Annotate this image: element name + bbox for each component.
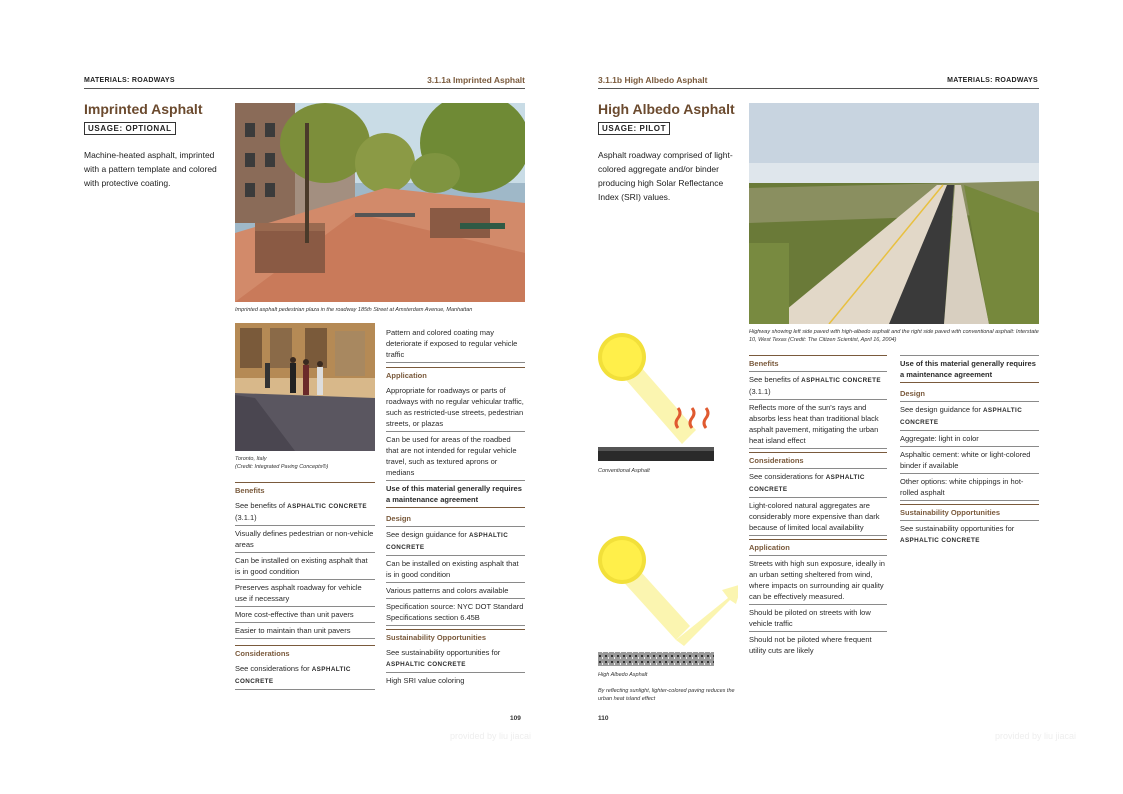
street-photo-caption-location: Toronto, Italy [235,456,267,462]
left-column-2 [386,325,525,688]
cross-reference-link[interactable]: ASPHALTIC CONCRETE [749,474,865,493]
maintenance-note: Use of this material generally requires a maintenance agreement [386,481,525,508]
benefits-heading: Benefits [749,355,887,369]
albedo-diagram [598,330,738,710]
cross-reference-link[interactable]: ASPHALTIC CONCRETE [900,537,980,544]
consideration-item: Light-colored natural aggregates are considerably more expensive than dark because of limited local availability [749,498,887,536]
conventional-asphalt-label: Conventional Asphalt [598,468,650,474]
street-photo-caption-credit: (Credit: Integrated Paving Concepts®) [235,464,329,470]
application-heading: Application [749,539,887,553]
section-number-header: 3.1.1b High Albedo Asphalt [598,75,708,85]
benefit-item: Reflects more of the sun's rays and absorbs less heat than traditional black asphalt pavement, mitigating the urban heat island effect [749,400,887,449]
benefit-item: See benefits of ASPHALTIC CONCRETE (3.1.1) [235,498,375,526]
design-item: Can be installed on existing asphalt that is in good condition [386,556,525,583]
maintenance-note: Use of this material generally requires a maintenance agreement [900,355,1039,383]
application-item: Can be used for areas of the roadbed that are not intended for regular vehicle travel, such as textured aprons or medians [386,432,525,481]
consideration-item: Pattern and colored coating may deteriorate if exposed to regular vehicle traffic [386,325,525,363]
intro-text: Asphalt roadway comprised of light-colored aggregate and/or binder producing high Solar Reflectance Index (SRI) values. [598,150,733,202]
header-rule [84,88,525,89]
design-item: Various patterns and colors available [386,583,525,599]
application-item: Should not be piloted where frequent utility cuts are likely [749,635,872,655]
sustainability-heading: Sustainability Opportunities [900,504,1039,518]
street-photo [235,323,375,451]
design-item: See design guidance for ASPHALTIC CONCRETE [386,526,525,556]
considerations-heading: Considerations [235,645,375,659]
street-photo-caption [235,455,375,471]
benefit-item: More cost-effective than unit pavers [235,607,375,623]
cross-reference-link[interactable]: ASPHALTIC CONCRETE [386,661,466,668]
usage-badge: USAGE: PILOT [598,122,670,135]
page-number-right: 110 [598,715,609,722]
high-albedo-asphalt-label: High Albedo Asphalt [598,672,648,678]
design-item: See design guidance for ASPHALTIC CONCRETE [900,401,1039,431]
running-header-left: MATERIALS: ROADWAYS [84,77,175,84]
intro-text: Machine-heated asphalt, imprinted with a pattern template and colored with protective coating. [84,150,217,188]
highway-photo [749,103,1039,324]
page-number-left: 109 [510,715,521,722]
cross-reference-link[interactable]: ASPHALTIC CONCRETE [235,666,351,685]
consideration-item: See considerations for ASPHALTIC CONCRETE [235,661,375,690]
header-rule [598,88,1039,89]
considerations-heading: Considerations [749,452,887,466]
sustainability-item: See sustainability opportunities for ASPHALTIC CONCRETE [386,645,525,673]
application-item: Streets with high sun exposure, ideally in an urban setting sheltered from wind, where impacts on surrounding air quality can be effectively measured. [749,555,887,605]
running-header-right: MATERIALS: ROADWAYS [947,77,1038,84]
sustainability-heading: Sustainability Opportunities [386,629,525,643]
diagram-caption: By reflecting sunlight, lighter-colored paving reduces the urban heat island effect [598,688,735,702]
plaza-photo-caption: Imprinted asphalt pedestrian plaza in the roadway 185th Street at Amsterdam Avenue, Manhattan [235,307,473,313]
application-item: Appropriate for roadways or parts of roadways with no regular vehicular traffic, such as restricted-use streets, pedestrian streets, or plazas [386,383,525,432]
cross-reference-link[interactable]: ASPHALTIC CONCRETE [900,407,1023,426]
sustainability-item: High SRI value coloring [386,676,465,685]
application-heading: Application [386,367,525,381]
left-column-1 [235,480,375,690]
page-title: High Albedo Asphalt [598,101,735,117]
right-column-2 [900,355,1039,548]
highway-photo-caption: Highway showing left side paved with high-albedo asphalt and the right side paved with conventional asphalt: Interstate 10, West Texas (Credit: The Citizen Scientist, April 16, 2004) [749,329,1039,343]
usage-badge: USAGE: OPTIONAL [84,122,176,135]
watermark-right: provided by liu jiacai [995,731,1077,741]
cross-reference-link[interactable]: ASPHALTIC CONCRETE [287,503,367,510]
plaza-photo [235,103,525,302]
sustainability-item: See sustainability opportunities for ASPHALTIC CONCRETE [900,520,1039,548]
design-heading: Design [386,514,412,523]
benefit-item: Can be installed on existing asphalt that is in good condition [235,553,375,580]
cross-reference-link[interactable]: ASPHALTIC CONCRETE [801,377,881,384]
application-item: Should be piloted on streets with low vehicle traffic [749,605,887,632]
design-heading: Design [900,389,926,398]
watermark-left: provided by liu jiacai [450,731,532,741]
benefits-heading: Benefits [235,482,375,496]
page-title: Imprinted Asphalt [84,101,203,117]
cross-reference-link[interactable]: ASPHALTIC CONCRETE [386,532,509,551]
design-item: Other options: white chippings in hot-rolled asphalt [900,474,1039,501]
design-item: Asphaltic cement: white or light-colored binder if available [900,447,1039,474]
consideration-item: See considerations for ASPHALTIC CONCRETE [749,468,887,498]
benefit-item: See benefits of ASPHALTIC CONCRETE (3.1.1) [749,371,887,400]
benefit-item: Easier to maintain than unit pavers [235,623,375,639]
benefit-item: Preserves asphalt roadway for vehicle use if necessary [235,580,375,607]
design-item: Aggregate: light in color [900,431,1039,447]
section-number-header: 3.1.1a Imprinted Asphalt [427,75,525,85]
right-column-1 [749,353,887,658]
design-item: Specification source: NYC DOT Standard Specifications section 6.45B [386,599,525,626]
benefit-item: Visually defines pedestrian or non-vehicle areas [235,526,375,553]
